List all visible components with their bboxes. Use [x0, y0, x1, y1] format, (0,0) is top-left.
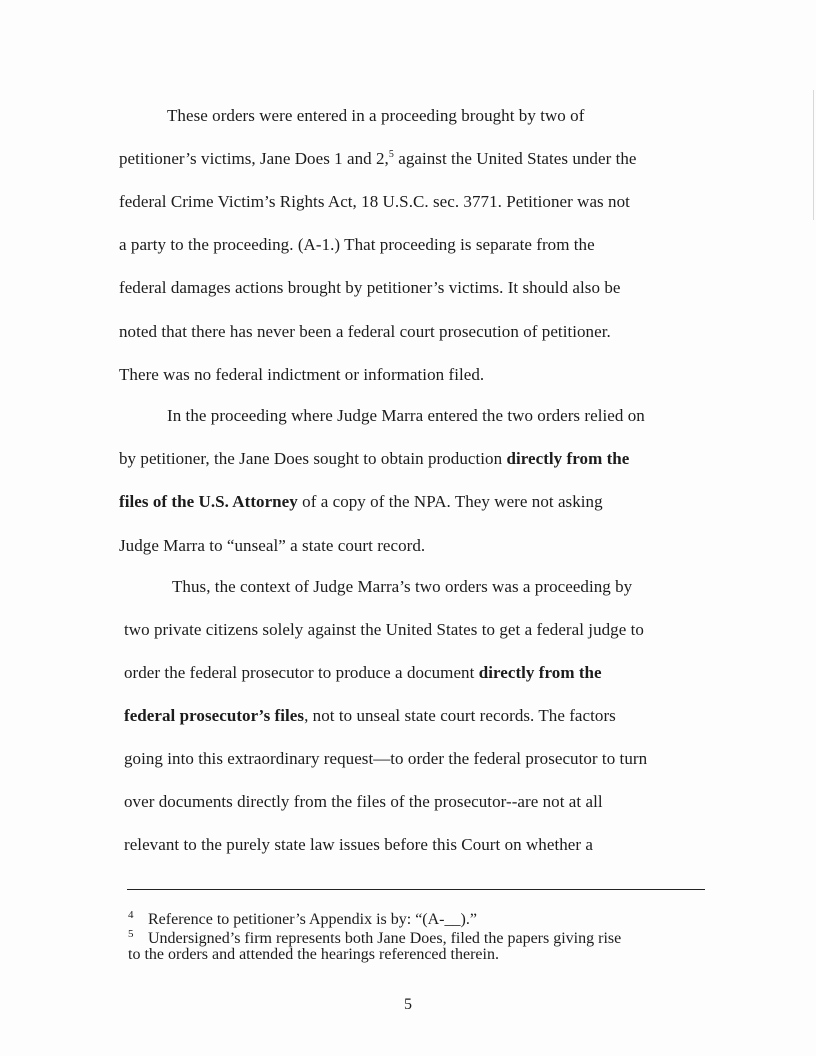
- footnote-number: 5: [128, 928, 134, 940]
- text-line: [124, 835, 593, 855]
- text-line: [119, 322, 611, 342]
- text-segment: a party to the proceeding. (A-1.) That proceeding is separate from the: [119, 235, 595, 254]
- text-line: [119, 365, 484, 385]
- page-number: 5: [404, 996, 412, 1013]
- text-segment: federal Crime Victim’s Rights Act, 18 U.S.C. sec. 3771. Petitioner was not: [119, 192, 630, 211]
- text-segment: federal damages actions brought by petitioner’s victims. It should also be: [119, 278, 621, 297]
- text-line: [124, 706, 616, 726]
- text-segment: going into this extraordinary request—to order the federal prosecutor to turn: [124, 749, 648, 768]
- text-segment: noted that there has never been a federal court prosecution of petitioner.: [119, 322, 611, 341]
- footnote-separator: [127, 889, 705, 890]
- text-segment: Judge Marra to “unseal” a state court record.: [119, 536, 426, 555]
- footnote-number: 4: [128, 909, 134, 921]
- text-line: [119, 278, 620, 298]
- text-line: [167, 106, 584, 126]
- scan-edge-mark: [813, 90, 814, 220]
- text-segment: two private citizens solely against the United States to get a federal judge to: [124, 620, 644, 639]
- text-segment: over documents directly from the files of the prosecutor--are not at all: [124, 792, 603, 811]
- text-segment: of a copy of the NPA. They were not asking: [297, 492, 603, 511]
- text-line: [119, 449, 629, 469]
- text-segment: Thus, the context of Judge Marra’s two orders was a proceeding by: [172, 577, 633, 596]
- text-segment: These orders were entered in a proceeding brought by two of: [167, 106, 585, 125]
- text-line: [119, 149, 637, 169]
- text-line: [124, 792, 603, 812]
- footnote-text: Reference to petitioner’s Appendix is by: “(A-__).”: [148, 911, 477, 928]
- text-line: [124, 749, 647, 769]
- text-line: [119, 536, 425, 556]
- footnote-text: to the orders and attended the hearings referenced therein.: [128, 946, 499, 963]
- text-line: [172, 577, 632, 597]
- text-line: [119, 492, 603, 512]
- text-segment: relevant to the purely state law issues before this Court on whether a: [124, 835, 593, 854]
- text-segment: petitioner’s victims, Jane Does 1 and 2,: [119, 149, 389, 168]
- footnote-line: [128, 945, 499, 965]
- text-segment: In the proceeding where Judge Marra entered the two orders relied on: [167, 406, 645, 425]
- footnote-text: Undersigned’s firm represents both Jane Does, filed the papers giving rise: [148, 930, 622, 947]
- text-line: [119, 192, 630, 212]
- text-segment: There was no federal indictment or information filed.: [119, 365, 485, 384]
- bold-text: files of the U.S. Attorney: [119, 492, 298, 511]
- text-line: [119, 235, 595, 255]
- footnote-reference: 5: [388, 149, 394, 160]
- bold-text: federal prosecutor’s files: [124, 706, 305, 725]
- bold-text: directly from the: [506, 449, 630, 468]
- text-line: [124, 663, 602, 683]
- bold-text: directly from the: [478, 663, 602, 682]
- text-segment: order the federal prosecutor to produce a document: [124, 663, 479, 682]
- text-line: [167, 406, 645, 426]
- text-segment: by petitioner, the Jane Does sought to obtain production: [119, 449, 507, 468]
- text-segment: , not to unseal state court records. The factors: [304, 706, 616, 725]
- text-segment: against the United States under the: [393, 149, 637, 168]
- text-line: [124, 620, 644, 640]
